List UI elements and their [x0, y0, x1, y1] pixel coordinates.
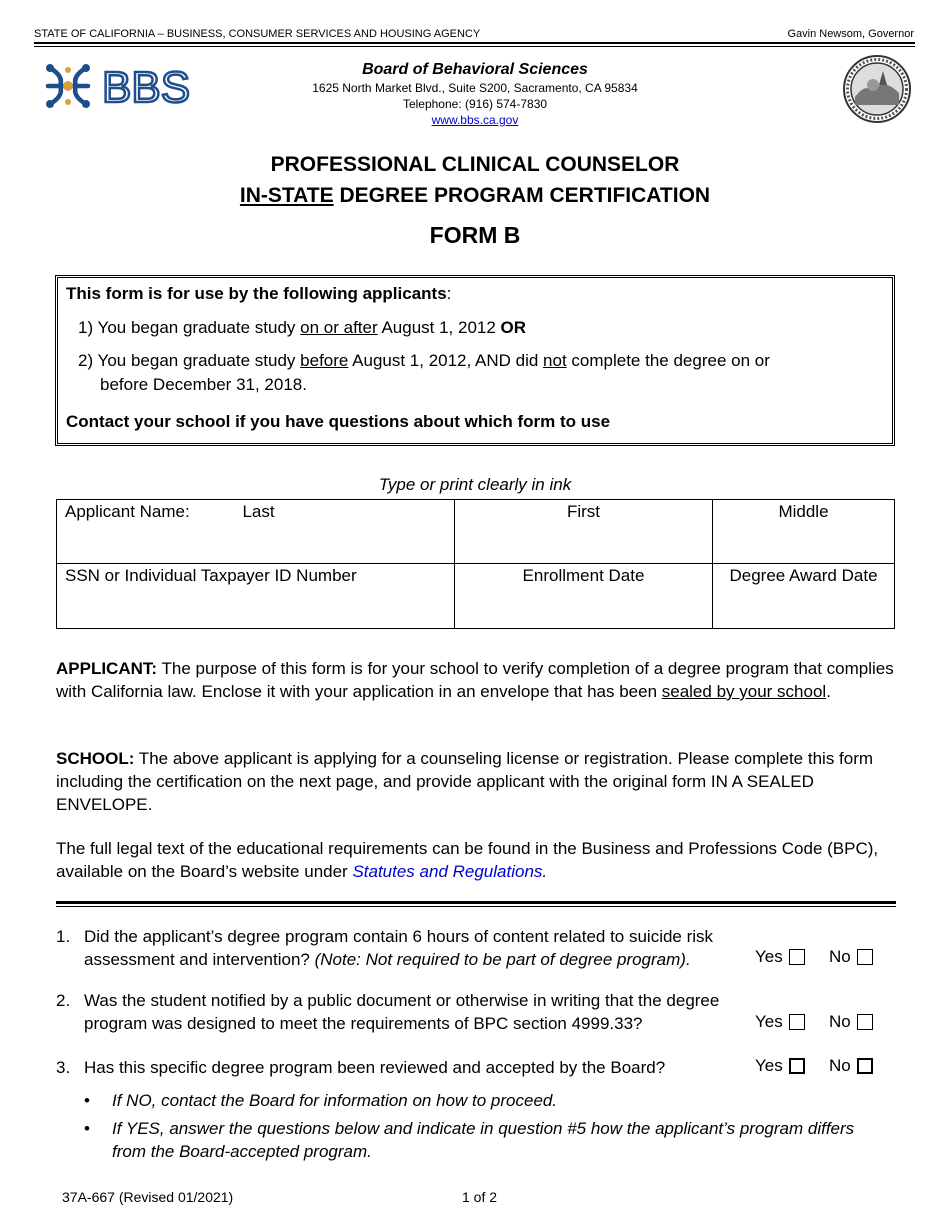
bullet-if-yes: • If YES, answer the questions below and indicate in question #5 how the applicant’s program differs from the Board-accepted program.	[84, 1119, 855, 1161]
enrollment-date-label: Enrollment Date	[522, 566, 645, 585]
bbs-logo	[40, 58, 230, 114]
q1-no-checkbox[interactable]	[857, 949, 873, 965]
bbs-logo-mark-icon	[46, 64, 90, 108]
telephone: Telephone: (916) 574-7830	[402, 97, 548, 111]
title-line-2	[0, 184, 950, 208]
ink-instruction: Type or print clearly in ink	[378, 475, 572, 494]
applicant-name-label: Applicant Name:	[65, 502, 190, 521]
form-name: FORM B	[429, 222, 521, 248]
degree-award-date-cell[interactable]	[713, 564, 895, 629]
question-2: 2. Was the student notified by a public document or otherwise in writing that the degree program was designed to meet the requirements of BPC section 4999.33?	[56, 991, 720, 1033]
state-seal-icon	[843, 55, 911, 123]
header-rule-thin	[34, 46, 915, 47]
q2-no-checkbox[interactable]	[857, 1014, 873, 1030]
section-divider	[56, 901, 896, 904]
degree-award-date-label: Degree Award Date	[729, 566, 878, 585]
board-address	[300, 60, 650, 128]
q3-yes-checkbox[interactable]	[789, 1058, 805, 1074]
first-name-cell[interactable]	[455, 500, 713, 564]
eligibility-item-1: 1) You began graduate study on or after August 1, 2012 OR	[78, 318, 527, 337]
box-contact-note: Contact your school if you have questions about which form to use	[66, 412, 611, 431]
q2-yes: Yes	[755, 1012, 805, 1032]
board-name: Board of Behavioral Sciences	[362, 61, 588, 78]
box-heading: This form is for use by the following applicants:	[66, 284, 452, 303]
statutes-link[interactable]: Statutes and Regulations	[352, 862, 543, 881]
q3-yes: Yes	[755, 1056, 805, 1076]
website-link[interactable]: www.bbs.ca.gov	[431, 113, 519, 127]
ssn-cell[interactable]	[57, 564, 455, 629]
eligibility-item-2: 2) You began graduate study before August 1, 2012, AND did not complete the degree on or	[78, 351, 770, 370]
question-3: 3. Has this specific degree program been reviewed and accepted by the Board?	[56, 1058, 666, 1077]
legal-text-note: The full legal text of the educational requirements can be found in the Business and Professions Code (BPC), available on the Board’s website under Statutes and Regulations.	[56, 839, 879, 881]
header-rule	[34, 42, 915, 44]
enrollment-date-cell[interactable]	[455, 564, 713, 629]
applicant-name-cell[interactable]	[57, 500, 455, 564]
middle-name-cell[interactable]	[713, 500, 895, 564]
applicant-eligibility-box	[55, 275, 895, 446]
governor-name: Gavin Newsom, Governor	[787, 28, 914, 40]
applicant-instructions: APPLICANT: The purpose of this form is for your school to verify completion of a degree program that complies with California law. Enclose it with your application in an envelope that has been sealed by your school.	[56, 659, 894, 701]
q3-no: No	[829, 1056, 873, 1076]
q2-yes-checkbox[interactable]	[789, 1014, 805, 1030]
school-instructions: SCHOOL: The above applicant is applying for a counseling license or registration. Please complete this form including the certification on the next page, and provide applicant with the original form IN A SEALED ENVELOPE.	[56, 749, 874, 814]
q3-no-checkbox[interactable]	[857, 1058, 873, 1074]
middle-name-label: Middle	[778, 502, 829, 521]
title-instate: IN-STATE	[239, 184, 334, 207]
ssn-label: SSN or Individual Taxpayer ID Number	[65, 566, 357, 585]
logo-text: BBS	[102, 63, 191, 112]
last-name-label: Last	[242, 502, 275, 521]
agency-name: STATE OF CALIFORNIA – BUSINESS, CONSUMER SERVICES AND HOUSING AGENCY	[34, 28, 481, 40]
q1-yes: Yes	[755, 947, 805, 967]
agency-header	[34, 28, 914, 40]
page-number: 1 of 2	[462, 1189, 498, 1205]
title-line-2-rest: DEGREE PROGRAM CERTIFICATION	[333, 184, 711, 207]
form-id: 37A-667 (Revised 01/2021)	[62, 1189, 234, 1205]
title-line-1: PROFESSIONAL CLINICAL COUNSELOR	[270, 153, 680, 176]
q2-no: No	[829, 1012, 873, 1032]
applicant-info-table	[56, 499, 895, 629]
q1-no: No	[829, 947, 873, 967]
eligibility-item-2-cont: before December 31, 2018.	[100, 375, 307, 394]
street-address: 1625 North Market Blvd., Suite S200, Sacramento, CA 95834	[312, 81, 638, 95]
first-name-label: First	[566, 502, 601, 521]
question-1: 1. Did the applicant’s degree program contain 6 hours of content related to suicide risk assessment and intervention? (Note: Not required to be part of degree program).	[56, 927, 714, 969]
q1-yes-checkbox[interactable]	[789, 949, 805, 965]
section-divider-thin	[56, 906, 896, 907]
